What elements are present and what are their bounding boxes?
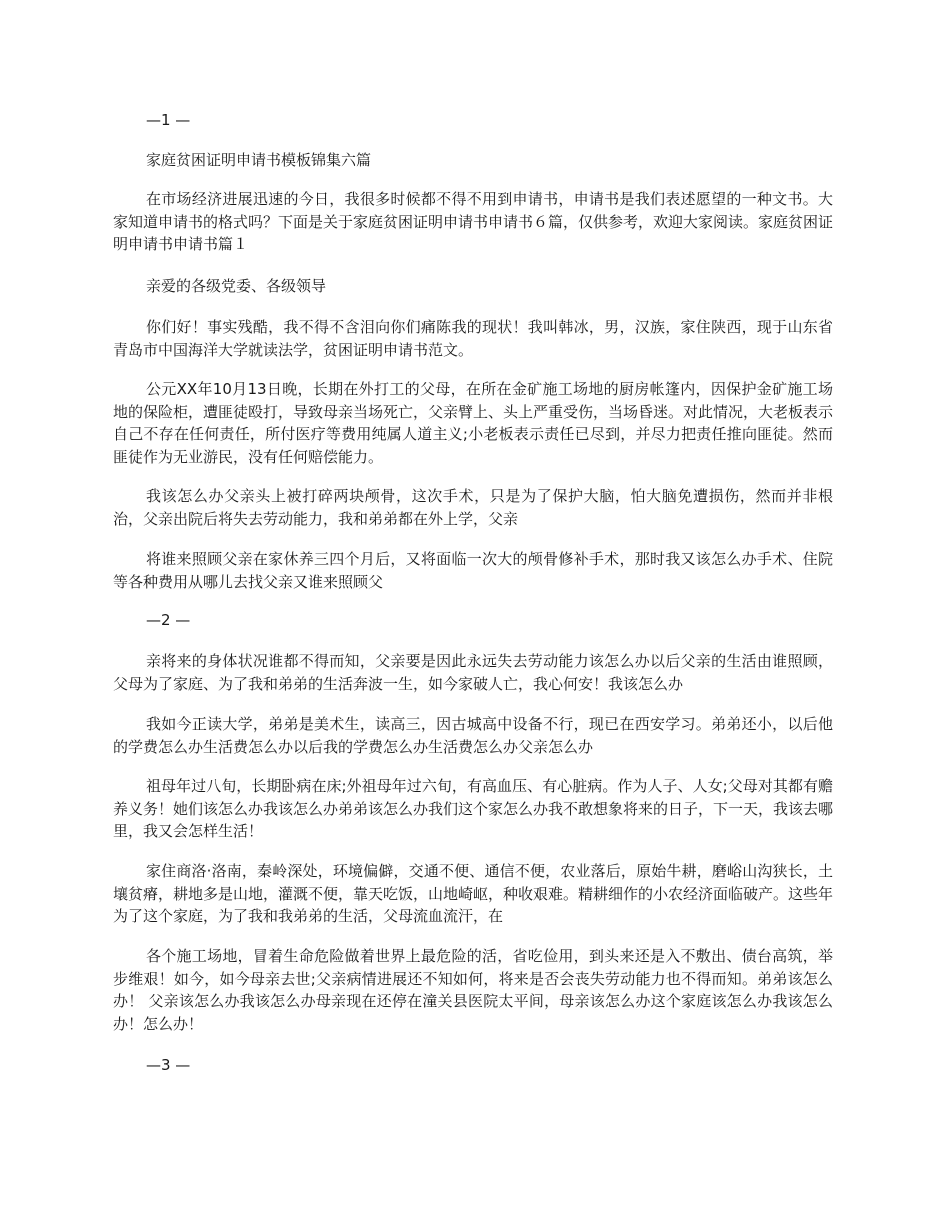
paragraph-incident: 公元XX年10月13日晚，长期在外打工的父母，在所在金矿施工场地的厨房帐篷内，因保护金矿施工场地的保险柜，遭匪徒殴打，导致母亲当场死亡，父亲臂上、头上严重受伤，当场昏迷。对此情况，大老板表示自己不存在任何责任，所付医疗等费用纯属人道主义;小老板表示责任已尽到，并尽力把责任推向匪徒。然而匪徒作为无业游民，没有任何赔偿能力。: [113, 380, 834, 466]
page-marker-3: —3 —: [146, 1056, 191, 1074]
paragraph-father-surgery: 我该怎么办父亲头上被打碎两块颅骨，这次手术，只是为了保护大脑，怕大脑免遭损伤，然而并非根治，父亲出院后将失去劳动能力，我和弟弟都在外上学，父亲: [113, 487, 833, 528]
paragraph-hometown: 家住商洛·洛南，秦岭深处，环境偏僻，交通不便、通信不便，农业落后，原始牛耕，磨峪山沟狭长，土壤贫瘠，耕地多是山地，灌溉不便，靠天吃饭，山地崎岖，种收艰难。精耕细作的小农经济面临破产。这些年为了这个家庭，为了我和我弟弟的生活，父母流血流汗，在: [113, 862, 834, 925]
paragraph-worksites: 各个施工场地，冒着生命危险做着世界上最危险的活，省吃俭用，到头来还是入不敷出、债台高筑，举步维艰！如今，如今母亲去世;父亲病情进展还不知如何，将来是否会丧失劳动能力也不得而知。弟弟该怎么办！ 父亲该怎么办我该怎么办母亲现在还停在潼关县医院太平间，母亲该怎么办这个家庭该怎么办我该怎么办！怎么办！: [113, 947, 833, 1033]
paragraph-intro: 在市场经济进展迅速的今日，我很多时候都不得不用到申请书，申请书是我们表述愿望的一种文书。大家知道申请书的格式吗？下面是关于家庭贫困证明申请书申请书６篇，仅供参考，欢迎大家阅读。家庭贫困证明申请书申请书篇１: [113, 190, 834, 253]
paragraph-who-cares: 将谁来照顾父亲在家休养三四个月后，又将面临一次大的颅骨修补手术，那时我又该怎么办手术、住院等各种费用从哪儿去找父亲又谁来照顾父: [113, 550, 833, 591]
document-title: 家庭贫困证明申请书模板锦集六篇: [146, 151, 372, 169]
paragraph-greeting: 你们好！事实残酷，我不得不含泪向你们痛陈我的现状！我叫韩冰，男，汉族，家住陕西，现于山东省青岛市中国海洋大学就读法学，贫困证明申请书范文。: [113, 318, 833, 359]
page-marker-1: —1 —: [146, 111, 191, 129]
page-marker-2: —2 —: [146, 611, 191, 629]
paragraph-salutation: 亲爱的各级党委、各级领导: [146, 277, 327, 295]
paragraph-brother: 我如今正读大学，弟弟是美术生，读高三，因古城高中设备不行，现已在西安学习。弟弟还小，以后他的学费怎么办生活费怎么办以后我的学费怎么办生活费怎么办父亲怎么办: [113, 715, 833, 756]
paragraph-grandmothers: 祖母年过八旬，长期卧病在床;外祖母年过六旬，有高血压、有心脏病。作为人子、人女;父母对其都有赡养义务！她们该怎么办我该怎么办弟弟该怎么办我们这个家怎么办我不敢想象将来的日子，下一天，我该去哪里，我又会怎样生活！: [113, 777, 834, 840]
paragraph-father-future: 亲将来的身体状况谁都不得而知，父亲要是因此永远失去劳动能力该怎么办以后父亲的生活由谁照顾，父母为了家庭、为了我和弟弟的生活奔波一生，如今家破人亡，我心何安！我该怎么办: [113, 652, 833, 693]
